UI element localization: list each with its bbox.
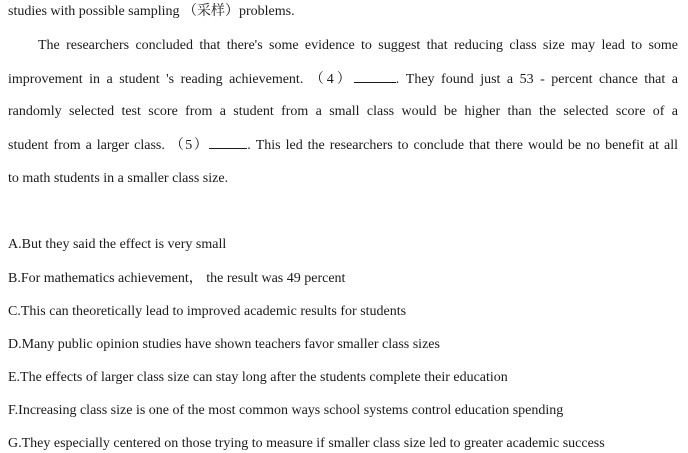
passage-line-5-start: student from a larger class. （5） <box>8 138 210 153</box>
passage-line-1-end: problems. <box>239 4 295 19</box>
passage-line-6: to math students in a smaller class size. <box>8 171 229 186</box>
passage-line-1 <box>8 4 295 20</box>
option-g: G.They especially centered on those trying to measure if smaller class size led to greater academic success <box>8 436 605 451</box>
option-f: F.Increasing class size is one of the most common ways school systems control education spending <box>8 403 564 418</box>
passage-line-1-chinese-gloss: （采样） <box>183 4 239 19</box>
passage-line-3-start: improvement in a student 's reading achievement. （4） <box>8 72 354 87</box>
option-e: E.The effects of larger class size can stay long after the students complete their education <box>8 370 508 385</box>
option-a: A.But they said the effect is very small <box>8 237 227 252</box>
passage-line-3-end: . They found just a 53 - percent chance that a <box>395 72 678 87</box>
passage-line-5-end: . This led the researchers to conclude that there would be no benefit at all <box>247 138 678 153</box>
blank-4-answer-line <box>354 71 396 83</box>
option-c: C.This can theoretically lead to improved academic results for students <box>8 304 407 319</box>
passage-line-1-text: studies with possible sampling <box>8 4 183 19</box>
passage-line-5 <box>8 137 678 154</box>
blank-5-answer-line <box>209 137 247 149</box>
option-b: B.For mathematics achievement， the result was 49 percent <box>8 271 346 286</box>
passage-line-2: The researchers concluded that there's some evidence to suggest that reducing class size may lead to some <box>38 38 678 53</box>
passage-line-4: randomly selected test score from a student from a small class would be higher than the selected score of a <box>8 104 678 119</box>
passage-line-3 <box>8 71 678 88</box>
option-d: D.Many public opinion studies have shown teachers favor smaller class sizes <box>8 337 440 352</box>
